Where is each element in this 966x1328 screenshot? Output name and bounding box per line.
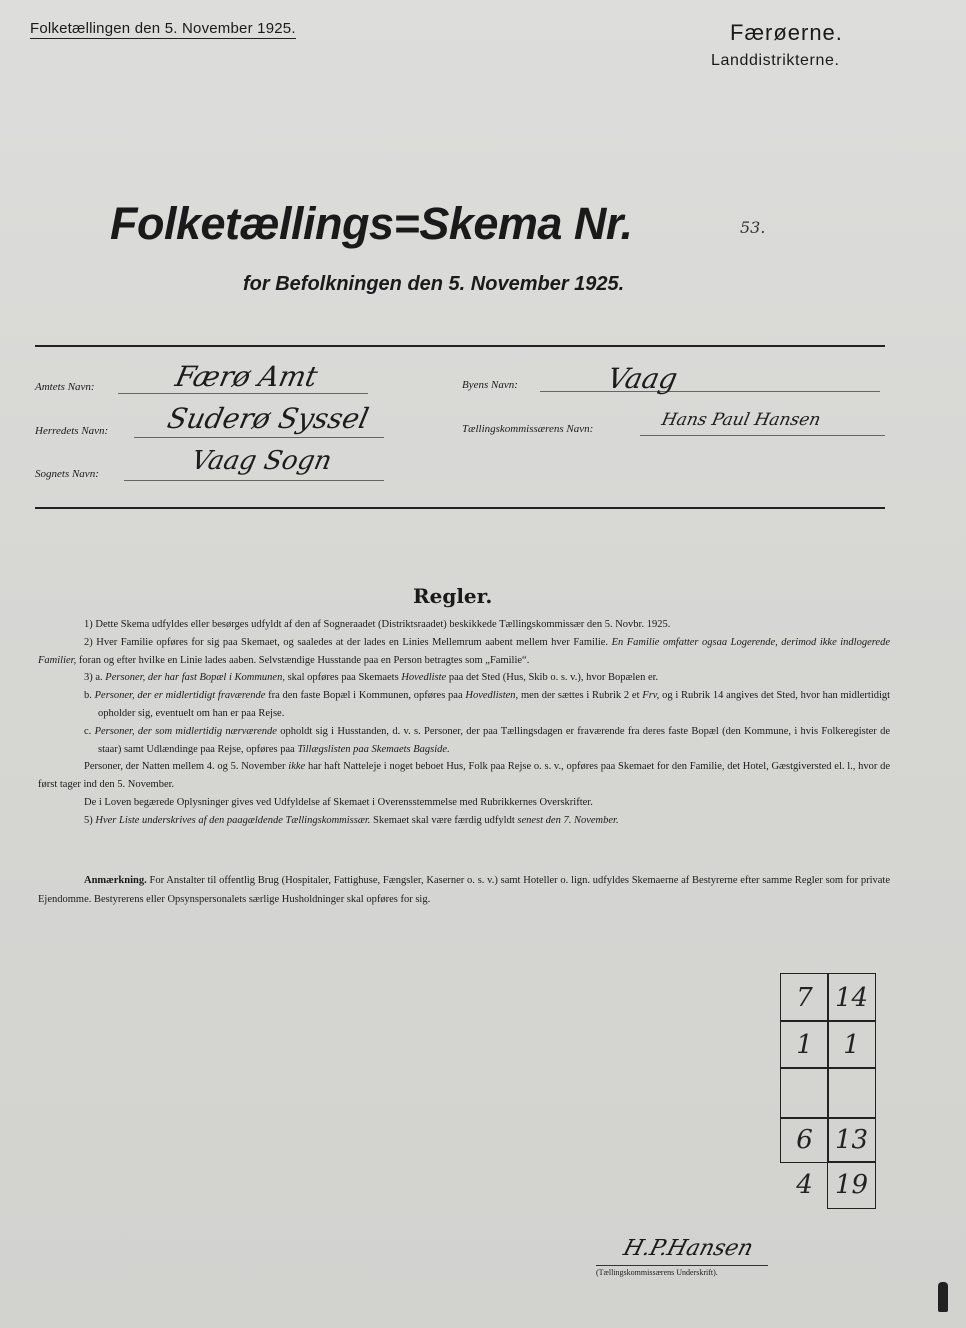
sogn-label: Sognets Navn: bbox=[35, 468, 99, 480]
tally-cell: 7 bbox=[780, 973, 829, 1022]
rule-3b: b. Personer, der er midlertidigt fraværende fra den faste Bopæl i Kommunen, opføres paa Hovedlisten, men der sættes i Rubrik 2 et Frv, og i Rubrik 14 angives det Sted, hvor han midlertidigt opholder sig, eventuelt om han er paa Rejse. bbox=[84, 690, 891, 719]
form-subtitle: for Befolkningen den 5. November 1925. bbox=[243, 273, 625, 295]
rule-3c: c. Personer, der som midlertidig nærværende opholdt sig i Husstanden, d. v. s. Personer, der paa Tællingsdagen er fraværende fra deres faste Bopæl (den Kommune, i hvis Folkeregister de staar) samt Udlændinge paa Rejse, opføres paa Tillægslisten paa Skemaets Bagside. bbox=[84, 725, 890, 755]
by-value[interactable]: Vaag bbox=[604, 362, 681, 395]
commissioner-signature: H.P.Hansen bbox=[620, 1236, 756, 1261]
kommissaer-label: Tællingskommissærens Navn: bbox=[462, 423, 594, 435]
amt-value[interactable]: Færø Amt bbox=[172, 360, 321, 393]
tally-cell: 1 bbox=[827, 1020, 876, 1069]
tally-grid bbox=[780, 973, 876, 1209]
signature-caption: (Tællingskommissærens Underskrift). bbox=[596, 1268, 718, 1277]
header-district-type: Landdistrikterne. bbox=[711, 52, 840, 69]
sogn-value[interactable]: Vaag Sogn bbox=[188, 446, 335, 476]
amt-line bbox=[118, 393, 368, 394]
tally-cell: 13 bbox=[827, 1117, 876, 1163]
herred-label: Herredets Navn: bbox=[35, 425, 109, 437]
rule-2: 2) Hver Familie opføres for sig paa Skemaet, og saaledes at der lades en Linies Mellemrum aabent mellem hver Familie. En Familie omfatter ogsaa Logerende, derimod ikke indlogerede Familier, foran og efter hvilke en Linie lades aaben. Selvstændige Husstande paa en Person betragtes som „Familie“. bbox=[38, 636, 891, 666]
by-label: Byens Navn: bbox=[462, 379, 518, 391]
divider-top bbox=[35, 345, 885, 347]
tally-cell: 6 bbox=[780, 1117, 829, 1163]
tally-cell bbox=[780, 1067, 829, 1119]
header-census-date: Folketællingen den 5. November 1925. bbox=[30, 20, 296, 37]
by-line bbox=[540, 391, 880, 392]
rule-1: 1) Dette Skema udfyldes eller besørges udfyldt af den af Sogneraadet (Distriktsraadet) beskikkede Tællingskommissær den 5. Novbr. 1925. bbox=[84, 619, 671, 630]
rule-3a: 3) a. Personer, der har fast Bopæl i Kommunen, skal opføres paa Skemaets Hovedliste paa det Sted (Hus, Skib o. s. v.), hvor Bopælen er. bbox=[84, 672, 659, 684]
tally-cell: 1 bbox=[780, 1020, 829, 1069]
rules-body bbox=[38, 616, 890, 830]
header-region: Færøerne. bbox=[730, 20, 843, 45]
edge-mark bbox=[938, 1282, 948, 1312]
form-title: Folketællings=Skema Nr. bbox=[110, 198, 633, 249]
note-text: For Anstalter til offentlig Brug (Hospitaler, Fattighuse, Fængsler, Kaserner o. s. v.) samt Hoteller o. lign. udfyldes Skemaerne af Bestyrerne efter samme Regler som for private Ejendomme. Bestyrerens eller Opsynspersonalets særlige Husholdninger skal opføres for sig. bbox=[38, 875, 891, 905]
amt-label: Amtets Navn: bbox=[35, 381, 95, 393]
rules-heading: Regler. bbox=[413, 584, 493, 608]
kommissaer-line bbox=[640, 435, 885, 436]
tally-cell bbox=[827, 1067, 876, 1119]
tally-cell: 19 bbox=[827, 1161, 876, 1209]
form-number: 53. bbox=[740, 218, 766, 237]
tally-cell: 14 bbox=[827, 973, 876, 1022]
rule-6: 5) Hver Liste underskrives af den paagældende Tællingskommissær. Skemaet skal være færdig udfyldt senest den 7. November. bbox=[84, 814, 619, 826]
rule-5: De i Loven begærede Oplysninger gives ved Udfyldelse af Skemaet i Overensstemmelse med Rubrikkernes Overskrifter. bbox=[84, 796, 593, 808]
signature-line bbox=[596, 1265, 768, 1266]
herred-line bbox=[134, 437, 384, 438]
sogn-line bbox=[124, 480, 384, 481]
note-paragraph bbox=[38, 871, 890, 909]
kommissaer-value[interactable]: Hans Paul Hansen bbox=[659, 410, 823, 430]
herred-value[interactable]: Suderø Syssel bbox=[164, 402, 372, 435]
rule-4: Personer, der Natten mellem 4. og 5. November ikke har haft Natteleje i noget beboet Hus, Folk paa Rejse o. s. v., opføres paa Skemaet for den Familie, det Hotel, Gæstgiversted el. l., hvor de først tager ind den 5. November. bbox=[38, 761, 891, 791]
divider-bottom bbox=[35, 507, 885, 509]
note-label: Anmærkning. bbox=[84, 875, 147, 886]
tally-cell: 4 bbox=[796, 1170, 813, 1200]
